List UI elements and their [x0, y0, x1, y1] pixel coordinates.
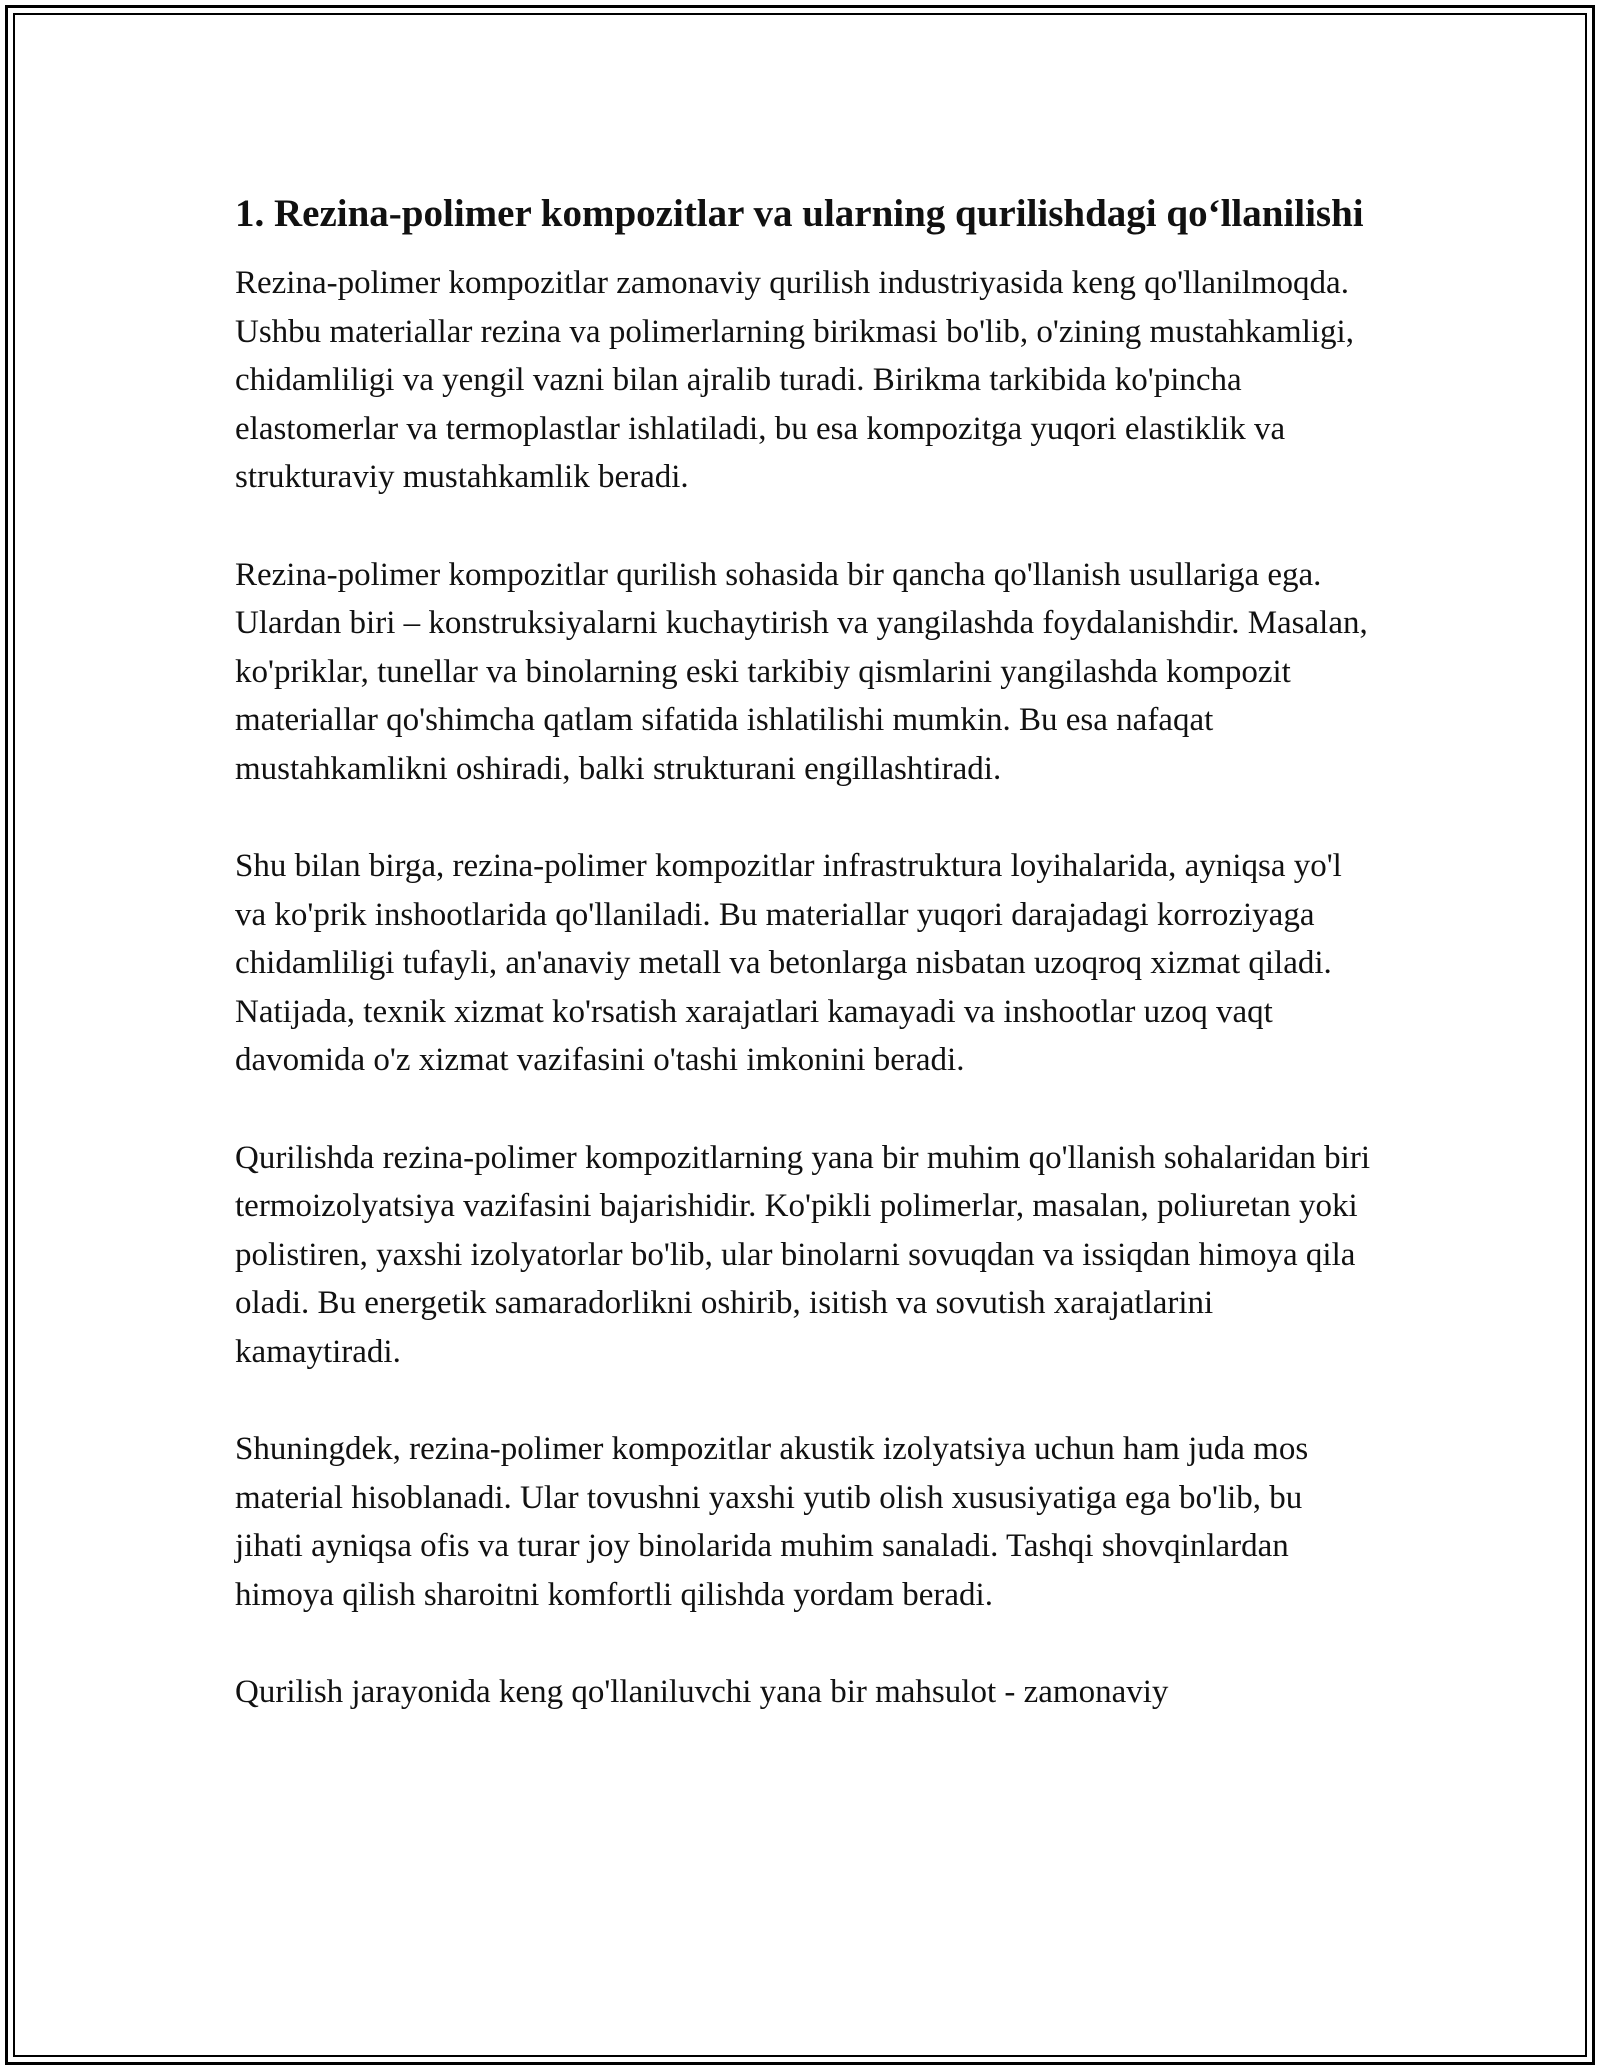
paragraph-2: Rezina-polimer kompozitlar qurilish sohasida bir qancha qo'llanish usullariga ega. Ulardan biri – konstruksiyalarni kuchaytirish va yangilashda foydalanishdir. Masalan, ko'priklar, tunellar va binolarning eski tarkibiy qismlarini yangilashda kompozit materiallar qo'shimcha qatlam sifatida ishlatilishi mumkin. Bu esa nafaqat mustahkamlikni oshiradi, balki strukturani engillashtiradi. — [235, 556, 1368, 787]
section-heading: 1. Rezina-polimer kompozitlar va ularning qurilishdagi qo‘llanilishi — [235, 192, 1364, 235]
paragraph-4: Qurilishda rezina-polimer kompozitlarning yana bir muhim qo'llanish sohalaridan biri termoizolyatsiya vazifasini bajarishidir. Ko'pikli polimerlar, masalan, poliuretan yoki polistiren, yaxshi izolyatorlar bo'lib, ular binolarni sovuqdan va issiqdan himoya qila oladi. Bu energetik samaradorlikni oshirib, isitish va sovutish xarajatlarini kamaytiradi. — [235, 1139, 1371, 1370]
paragraph-3: Shu bilan birga, rezina-polimer kompozitlar infrastruktura loyihalarida, ayniqsa yo'l va ko'prik inshootlarida qo'llaniladi. Bu materiallar yuqori darajadagi korroziyaga chidamliligi tufayli, an'anaviy metall va betonlarga nisbatan uzoqroq xizmat qiladi. Natijada, texnik xizmat ko'rsatish xarajatlari kamayadi va inshootlar uzoq vaqt davomida o'z xizmat vazifasini o'tashi imkonini beradi. — [235, 848, 1342, 1078]
paragraph-1: Rezina-polimer kompozitlar zamonaviy qurilish industriyasida keng qo'llanilmoqda. Ushbu materiallar rezina va polimerlarning birikmasi bo'lib, o'zining mustahkamligi, chidamliligi va yengil vazni bilan ajralib turadi. Birikma tarkibida ko'pincha elastomerlar va termoplastlar ishlatiladi, bu esa kompozitga yuqori elastiklik va strukturaviy mustahkamlik beradi. — [235, 265, 1354, 495]
paragraph-5: Shuningdek, rezina-polimer kompozitlar akustik izolyatsiya uchun ham juda mos material hisoblanadi. Ular tovushni yaxshi yutib olish xususiyatiga ega bo'lib, bu jihati ayniqsa ofis va turar joy binolarida muhim sanaladi. Tashqi shovqinlardan himoya qilish sharoitni komfortli qilishda yordam beradi. — [235, 1431, 1309, 1613]
document-body — [235, 186, 1375, 1766]
paragraph-6: Qurilish jarayonida keng qo'llaniluvchi yana bir mahsulot - zamonaviy — [235, 1674, 1169, 1710]
